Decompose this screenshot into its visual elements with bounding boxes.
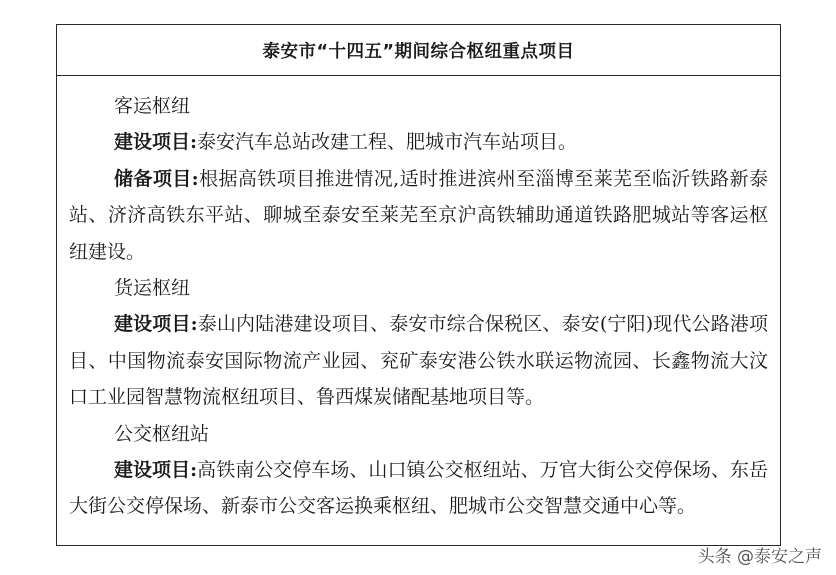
item-label: 建设项目: [114,131,198,154]
item-text: 泰山内陆港建设项目、泰安市综合保税区、泰安(宁阳)现代公路港项目、中国物流泰安国际物流产业园、兖矿泰安港公铁水联运物流园、长鑫物流大汶口工业园智慧物流枢纽项目、鲁西煤炭储配基地项目等。 [69,313,769,409]
section-heading-bus-hub: 公交枢纽站 [114,422,210,445]
section-heading-freight-hub: 货运枢纽 [114,277,191,300]
item-text: 高铁南公交停车场、山口镇公交枢纽站、万官大街公交停保场、东岳大街公交停保场、新泰市公交客运换乘枢纽、肥城市公交智慧交通中心等。 [69,459,768,518]
document-title: 泰安市“十四五”期间综合枢纽重点项目 [57,25,780,76]
document-box [56,24,781,546]
item-label: 建设项目: [114,459,198,482]
passenger-reserve-item [69,161,768,270]
item-label: 储备项目: [114,167,199,190]
passenger-construction-item [69,124,768,160]
bus-construction-item [69,452,768,525]
section-heading-passenger-hub: 客运枢纽 [114,95,191,117]
document-content [57,76,780,525]
item-text: 根据高铁项目推进情况,适时推进滨州至淄博至莱芜至临沂铁路新泰站、济济高铁东平站、聊城至泰安至莱芜至京沪高铁辅助通道铁路肥城站等客运枢纽建设。 [69,167,768,263]
source-watermark: 头条 @泰安之声 [697,547,822,567]
freight-construction-item [69,306,768,415]
item-text: 泰安汽车总站改建工程、肥城市汽车站项目。 [197,131,578,154]
item-label: 建设项目: [114,313,198,336]
